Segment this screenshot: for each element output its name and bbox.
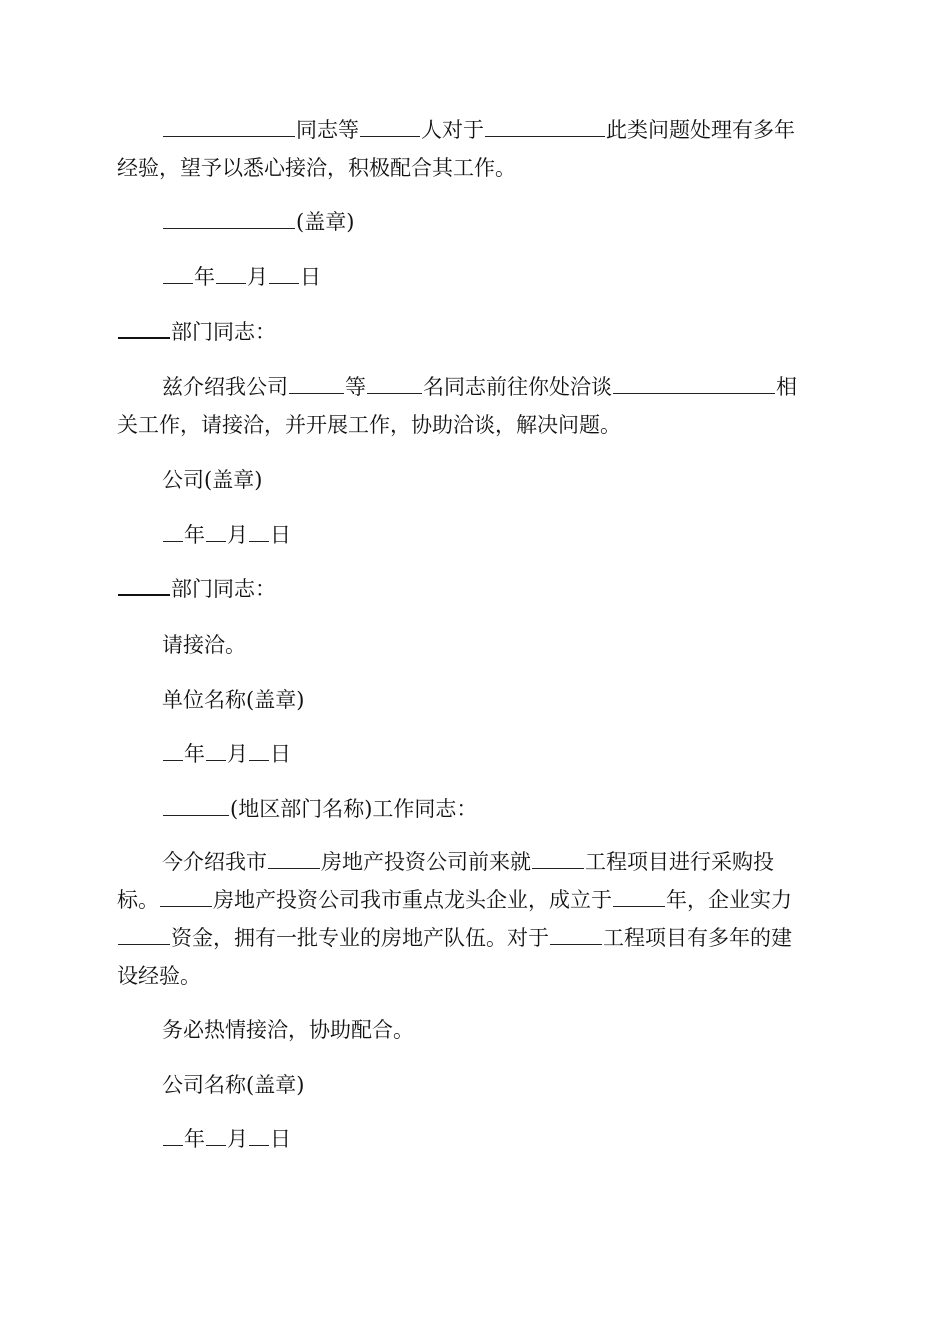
- text: 此类问题处理有多年: [606, 118, 795, 142]
- text: 工程项目有多年的建: [603, 926, 792, 950]
- blank: [249, 740, 269, 761]
- text: 相: [776, 375, 797, 399]
- s4-line1: [117, 843, 882, 881]
- month: 月: [247, 265, 268, 289]
- month: 月: [227, 523, 248, 547]
- year: 年: [184, 523, 205, 547]
- blank: [216, 263, 246, 284]
- s4-closing: 务必热情接洽，协助配合。: [162, 1018, 414, 1042]
- s2-seal: 公司(盖章): [162, 468, 263, 492]
- s3-seal: 单位名称(盖章): [162, 688, 305, 712]
- text: 部门同志：: [171, 577, 276, 601]
- s4-seal: 公司名称(盖章): [162, 1073, 305, 1097]
- blank: [249, 521, 269, 542]
- s2-salutation: [117, 313, 837, 351]
- blank: [532, 848, 584, 869]
- s3-salutation: [117, 570, 837, 608]
- blank: [118, 924, 170, 945]
- text: 资金，拥有一批专业的房地产队伍。对于: [171, 926, 549, 950]
- blank: [163, 263, 193, 284]
- text: 今介绍我市: [162, 850, 267, 874]
- blank: [613, 373, 775, 394]
- day: 日: [270, 1127, 291, 1151]
- year: 年: [184, 742, 205, 766]
- s1-line1: [117, 111, 882, 149]
- day: 日: [270, 523, 291, 547]
- text: 人对于: [421, 118, 484, 142]
- s4-line2: [117, 881, 837, 919]
- s4-salutation: [117, 790, 882, 828]
- day: 日: [270, 742, 291, 766]
- blank: [160, 886, 212, 907]
- year: 年: [194, 265, 215, 289]
- s3-date: [117, 735, 882, 773]
- blank: [118, 574, 170, 596]
- month: 月: [227, 1127, 248, 1151]
- text: 年，企业实力: [666, 888, 792, 912]
- blank: [269, 263, 299, 284]
- blank: [367, 373, 422, 394]
- year: 年: [184, 1127, 205, 1151]
- s1-seal: [117, 203, 882, 241]
- text: 房地产投资公司前来就: [321, 850, 531, 874]
- blank: [163, 208, 295, 229]
- blank: [206, 1125, 226, 1146]
- blank: [163, 740, 183, 761]
- blank: [163, 116, 295, 137]
- blank: [360, 116, 420, 137]
- s1-date: [117, 258, 882, 296]
- seal-text: (盖章): [296, 210, 355, 234]
- s2-date: [117, 516, 882, 554]
- blank: [163, 795, 229, 816]
- text: 等: [345, 375, 366, 399]
- s2-body-line1: [117, 368, 882, 406]
- blank: [550, 924, 602, 945]
- blank: [485, 116, 605, 137]
- blank: [206, 740, 226, 761]
- s1-line2: 经验，望予以悉心接洽，积极配合其工作。: [117, 156, 516, 180]
- blank: [206, 521, 226, 542]
- text: 兹介绍我公司: [162, 375, 288, 399]
- s4-line3: [117, 919, 837, 957]
- text: 工程项目进行采购投: [585, 850, 774, 874]
- blank: [249, 1125, 269, 1146]
- text: 同志等: [296, 118, 359, 142]
- s4-line4: 设经验。: [117, 964, 201, 988]
- blank: [613, 886, 665, 907]
- text: 名同志前往你处洽谈: [423, 375, 612, 399]
- s4-date: [117, 1120, 882, 1158]
- month: 月: [227, 742, 248, 766]
- blank: [118, 317, 170, 339]
- blank: [289, 373, 344, 394]
- blank: [163, 1125, 183, 1146]
- text: 部门同志：: [171, 320, 276, 344]
- text: 标。: [117, 888, 159, 912]
- blank: [163, 521, 183, 542]
- text: 房地产投资公司我市重点龙头企业，成立于: [213, 888, 612, 912]
- blank: [268, 848, 320, 869]
- s3-body: 请接洽。: [162, 633, 246, 657]
- day: 日: [300, 265, 321, 289]
- text: (地区部门名称)工作同志：: [230, 797, 478, 821]
- s2-body-line2: 关工作，请接洽，并开展工作，协助洽谈，解决问题。: [117, 413, 621, 437]
